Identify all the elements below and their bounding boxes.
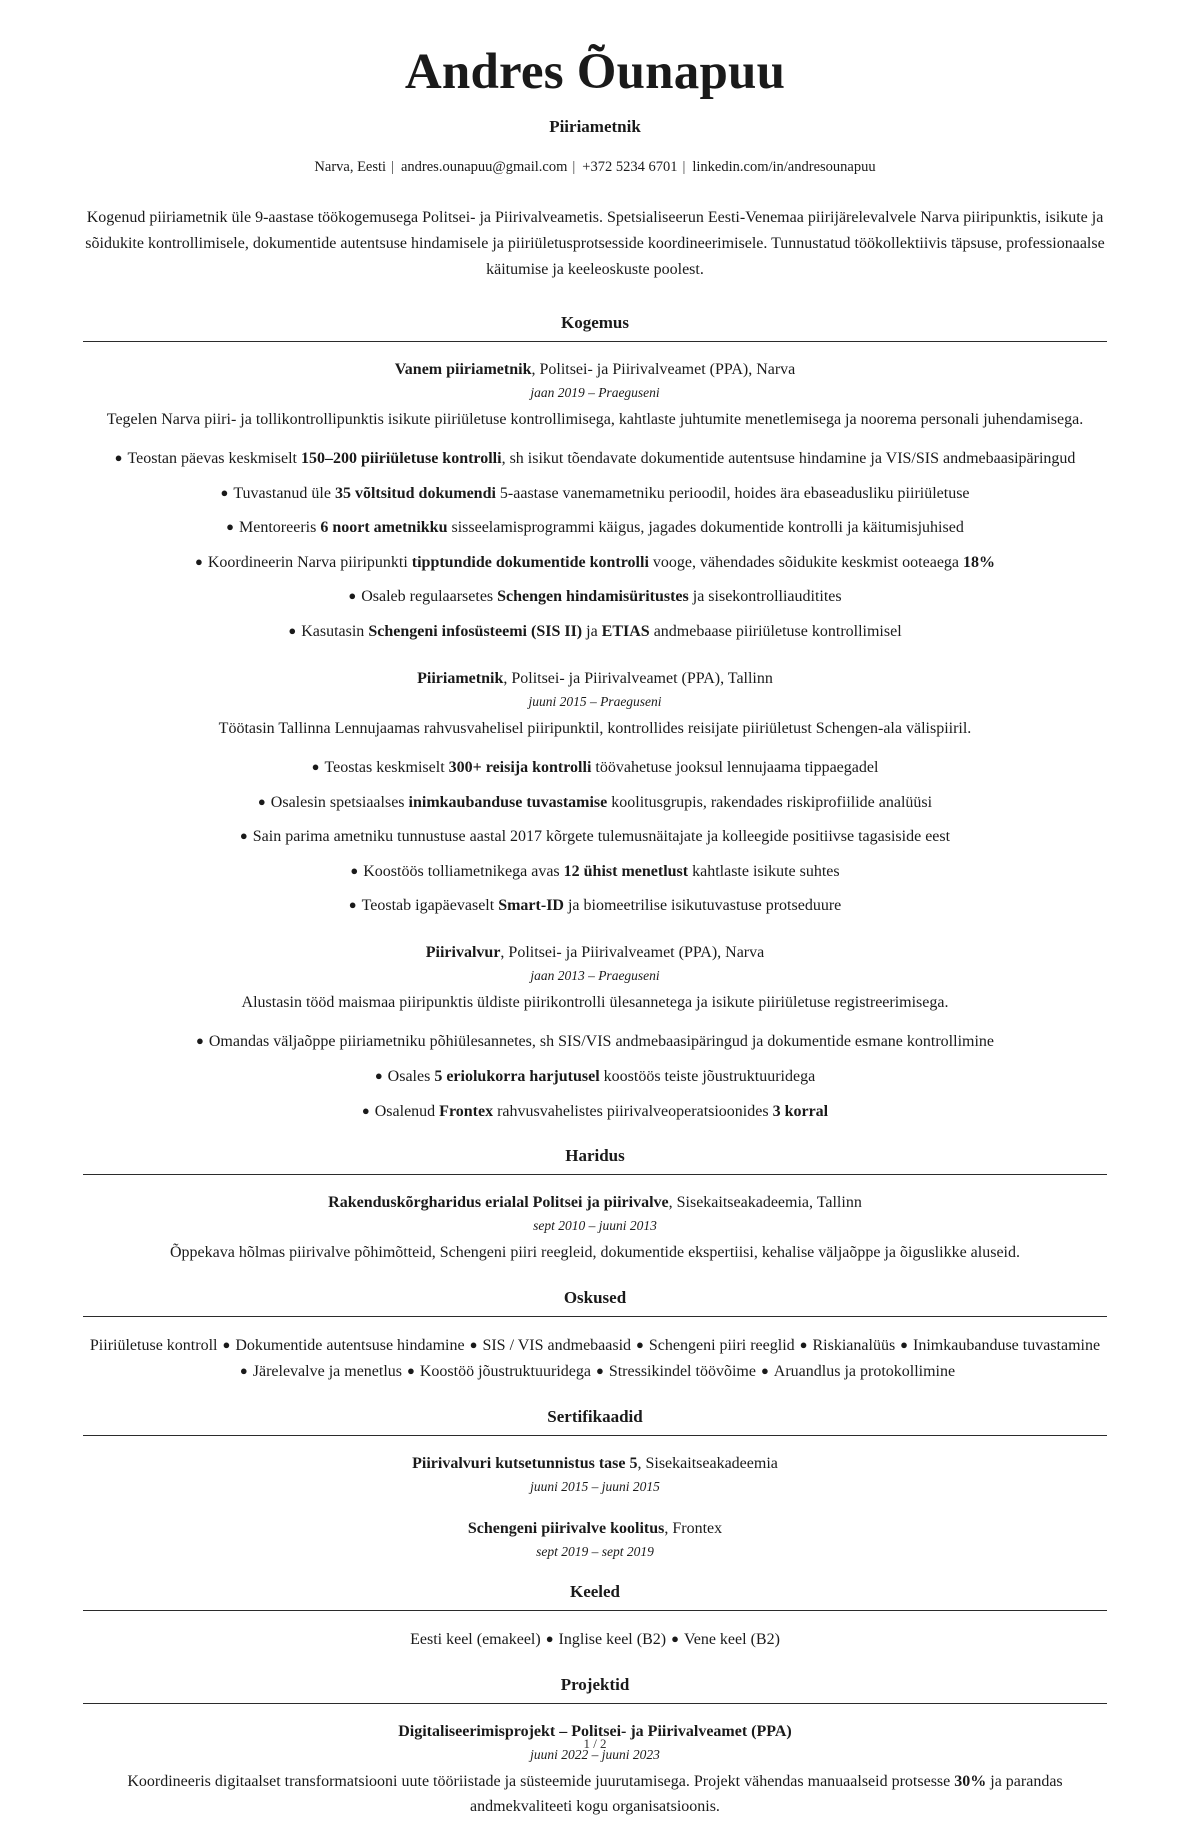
contact-separator: |: [391, 159, 394, 176]
list-item: Schengeni piiri reeglid: [648, 1336, 795, 1354]
languages-list: [83, 1627, 1107, 1653]
bullet-item: ● Teostan päevas keskmiselt 150–200 piiriületuse kontrolli, sh isikut tõendavate dokumentide autentsuse hindamine ja VIS/SIS andmebaasipäringud: [114, 450, 1076, 468]
entry-description: Koordineeris digitaalset transformatsiooni uute tööriistade ja süsteemide juurutamisega. Projekt vähendas manuaalseid protsesse 30% ja parandas andmekvaliteeti kogu organisatsioonis.: [127, 1772, 1063, 1816]
bullet-separator-icon: ●: [671, 1630, 679, 1646]
job-employer: , Politsei- ja Piirivalveamet (PPA), Narva: [500, 944, 765, 962]
entry-date: jaan 2019 – Praeguseni: [530, 384, 660, 400]
entry-bullets: [83, 446, 1107, 645]
bullet-dot-icon: ●: [220, 484, 229, 500]
job-employer: , Politsei- ja Piirivalveamet (PPA), Tallinn: [503, 669, 773, 687]
section-education: [83, 1146, 1107, 1265]
bullet-item: ● Osaleb regulaarsetes Schengen hindamisüritustes ja sisekontrolliauditites: [348, 588, 842, 606]
section-languages: [83, 1582, 1107, 1653]
section-title-projects: Projektid: [560, 1674, 630, 1694]
certificate-entries: [83, 1452, 1107, 1560]
contact-separator: |: [682, 159, 686, 176]
professional-summary: Kogenud piiriametnik üle 9-aastase töökogemusega Politsei- ja Piirivalveametis. Spetsialiseerun Eesti-Venemaa piirijärelevalvele Narva piiripunktis, isikute ja sõidukite kontrollimisele, dokumentide autentsuse hindamisele ja piiriületusprotsesside koordineerimisele. Tunnustatud töökollektiivis täpsuse, professionaalse käitumise ja keeleoskuste poolest.: [85, 208, 1105, 278]
certificate-entry: [83, 1452, 1107, 1495]
section-divider: [83, 1703, 1107, 1704]
bullet-separator-icon: ●: [469, 1336, 478, 1352]
entry-title: [83, 1452, 1107, 1475]
list-item: Riskianalüüs: [812, 1336, 896, 1354]
section-experience: [83, 313, 1107, 1125]
candidate-headline: Piiriametnik: [549, 117, 641, 137]
bullet-separator-icon: ●: [799, 1336, 808, 1352]
section-title-skills: Oskused: [563, 1287, 627, 1307]
job-role: Piiriametnik: [417, 669, 504, 687]
bullet-separator-icon: ●: [760, 1362, 769, 1378]
job-employer: , Politsei- ja Piirivalveamet (PPA), Narva: [531, 360, 796, 378]
contact-line: [83, 157, 1107, 179]
list-item: Inimkaubanduse tuvastamine: [913, 1336, 1101, 1354]
list-item: Inglise keel (B2): [558, 1630, 667, 1648]
education-entries: [83, 1191, 1107, 1265]
contact-location: Narva, Eesti: [314, 159, 387, 176]
bullet-dot-icon: ●: [288, 623, 297, 638]
experience-entries: [83, 358, 1107, 1125]
page-number: 1 / 2: [583, 1735, 607, 1751]
bullet-separator-icon: ●: [545, 1630, 554, 1646]
contact-phone[interactable]: +372 5234 6701: [582, 159, 678, 176]
list-item: Piiriületuse kontroll: [89, 1336, 218, 1354]
section-title-experience: Kogemus: [561, 312, 629, 332]
entry-date: juuni 2022 – juuni 2023: [530, 1746, 660, 1762]
list-item: Eesti keel (emakeel): [410, 1630, 541, 1648]
entry-description: Töötasin Tallinna Lennujaamas rahvusvahelisel piiripunktil, kontrollides reisijate piiriületust Schengen-ala välispiiril.: [218, 719, 972, 737]
list-item: Dokumentide autentsuse hindamine: [235, 1336, 465, 1354]
education-entry: [83, 1191, 1107, 1265]
entry-title: [83, 1191, 1107, 1214]
section-title-languages: Keeled: [569, 1581, 621, 1601]
section-divider: [83, 341, 1107, 342]
bullet-dot-icon: ●: [239, 828, 248, 844]
certificate-name: Piirivalvuri kutsetunnistus tase 5: [412, 1454, 638, 1472]
experience-entry: [83, 358, 1107, 645]
entry-date: juuni 2015 – Praeguseni: [528, 693, 662, 709]
bullet-item: ● Osalenud Frontex rahvusvahelistes piirivalveoperatsioonides 3 korral: [361, 1102, 829, 1120]
list-item: Koostöö jõustruktuuridega: [419, 1362, 591, 1380]
bullet-dot-icon: ●: [114, 450, 123, 466]
bullet-separator-icon: ●: [407, 1362, 415, 1378]
entry-title: [83, 1517, 1107, 1540]
bullet-separator-icon: ●: [222, 1336, 231, 1352]
bullet-item: ● Sain parima ametniku tunnustuse aastal 2017 kõrgete tulemusnäitajate ja kolleegide positiivse tagasiside eest: [239, 828, 951, 846]
bullet-separator-icon: ●: [595, 1362, 604, 1378]
entry-description: Õppekava hõlmas piirivalve põhimõtteid, Schengeni piiri reegleid, dokumentide ekspertiisi, kehalise väljaõppe ja õiguslikke aluseid.: [169, 1244, 1020, 1262]
experience-entry: [83, 941, 1107, 1124]
bullet-item: ● Teostab igapäevaselt Smart-ID ja biomeetrilise isikutuvastuse protseduure: [348, 897, 842, 915]
bullet-item: ● Koostöös tolliametnikega avas 12 ühist menetlust kahtlaste isikute suhtes: [350, 862, 840, 880]
resume-content: [83, 44, 1107, 1820]
bullet-dot-icon: ●: [374, 1068, 383, 1084]
bullet-dot-icon: ●: [311, 759, 320, 775]
entry-description: Tegelen Narva piiri- ja tollikontrollipunktis isikute piiriületuse kontrollimisega, kahtlaste juhtumite menetlemisega ja noorema personali juhendamisega.: [106, 410, 1084, 428]
entry-title: [83, 667, 1107, 690]
candidate-name: Andres Õunapuu: [404, 44, 786, 100]
bullet-dot-icon: ●: [226, 519, 235, 535]
entry-title: [83, 941, 1107, 964]
contact-separator: |: [572, 159, 576, 176]
list-item: Järelevalve ja menetlus: [252, 1362, 403, 1380]
certificate-name: Schengeni piirivalve koolitus: [467, 1519, 665, 1537]
section-title-education: Haridus: [565, 1146, 625, 1166]
section-title-certificates: Sertifikaadid: [547, 1406, 643, 1426]
bullet-item: ● Omandas väljaõppe piiriametniku põhiülesannetes, sh SIS/VIS andmebaasipäringud ja dokumentide esmane kontrollimine: [195, 1033, 995, 1051]
bullet-item: ● Osales 5 eriolukorra harjutusel koostöös teiste jõustruktuuridega: [374, 1068, 816, 1086]
bullet-separator-icon: ●: [239, 1362, 248, 1378]
bullet-item: ● Tuvastanud üle 35 võltsitud dokumendi 5-aastase vanemametniku perioodil, hoides ära ebaseadusliku piiriületuse: [220, 484, 970, 502]
certificate-entry: [83, 1517, 1107, 1560]
entry-date: juuni 2015 – juuni 2015: [530, 1478, 660, 1494]
bullet-item: ● Kasutasin Schengeni infosüsteemi (SIS II) ja ETIAS andmebaase piiriületuse kontrollimisel: [288, 623, 902, 640]
entry-date: sept 2010 – juuni 2013: [533, 1218, 657, 1234]
section-divider: [83, 1435, 1107, 1436]
entry-bullets: [83, 755, 1107, 919]
skills-list: [83, 1333, 1107, 1385]
list-item: Stressikindel töövõime: [608, 1362, 756, 1380]
institution-name: , Sisekaitseakadeemia, Tallinn: [668, 1194, 862, 1212]
job-role: Vanem piiriametnik: [394, 360, 532, 378]
certificate-issuer: , Frontex: [664, 1519, 723, 1537]
bullet-dot-icon: ●: [361, 1102, 370, 1118]
section-certificates: [83, 1407, 1107, 1560]
section-divider: [83, 1174, 1107, 1175]
list-item: Aruandlus ja protokollimine: [773, 1362, 956, 1380]
entry-title: [83, 358, 1107, 381]
section-divider: [83, 1316, 1107, 1317]
certificate-issuer: , Sisekaitseakadeemia: [637, 1454, 778, 1472]
entry-date: sept 2019 – sept 2019: [536, 1543, 654, 1559]
bullet-dot-icon: ●: [348, 588, 357, 604]
entry-date: jaan 2013 – Praeguseni: [530, 968, 660, 984]
section-divider: [83, 1610, 1107, 1611]
list-item: SIS / VIS andmebaasid: [482, 1336, 632, 1354]
entry-description: Alustasin tööd maismaa piiripunktis üldiste piirikontrolli ülesannetega ja isikute piiriületuse registreerimisega.: [241, 994, 949, 1012]
project-name: Digitaliseerimisprojekt – Politsei- ja Piirivalveamet (PPA): [398, 1722, 792, 1740]
contact-email[interactable]: andres.ounapuu@gmail.com: [400, 159, 568, 176]
bullet-dot-icon: ●: [195, 1033, 204, 1049]
contact-linkedin[interactable]: linkedin.com/in/andresounapuu: [692, 159, 876, 176]
section-skills: [83, 1288, 1107, 1385]
bullet-separator-icon: ●: [900, 1336, 909, 1352]
bullet-dot-icon: ●: [350, 862, 359, 878]
bullet-dot-icon: ●: [194, 553, 203, 569]
bullet-item: ● Osalesin spetsiaalses inimkaubanduse tuvastamise koolitusgrupis, rakendades riskiprofiilide analüüsi: [257, 793, 933, 811]
bullet-item: ● Mentoreeris 6 noort ametnikku sisseelamisprogrammi käigus, jagades dokumentide kontrolli ja käitumisjuhised: [226, 519, 964, 537]
experience-entry: [83, 667, 1107, 919]
bullet-separator-icon: ●: [636, 1336, 644, 1352]
entry-bullets: [83, 1029, 1107, 1124]
bullet-item: ● Teostas keskmiselt 300+ reisija kontrolli töövahetuse jooksul lennujaama tippaegadel: [311, 759, 879, 777]
list-item: Vene keel (B2): [683, 1630, 780, 1648]
job-role: Piirivalvur: [425, 944, 501, 962]
degree-name: Rakenduskõrgharidus erialal Politsei ja piirivalve: [328, 1194, 669, 1212]
bullet-item: ● Koordineerin Narva piiripunkti tipptundide dokumentide kontrolli vooge, vähendades sõidukite keskmist ooteaega 18%: [194, 553, 996, 571]
bullet-dot-icon: ●: [257, 793, 266, 809]
bullet-dot-icon: ●: [348, 897, 357, 913]
